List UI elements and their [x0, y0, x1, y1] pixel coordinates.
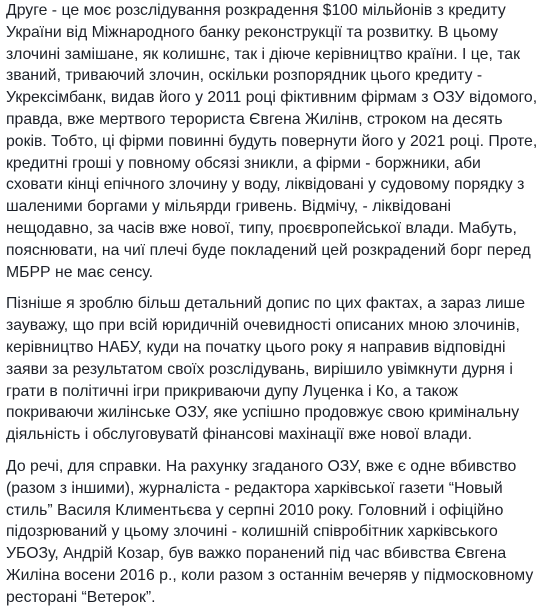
post-paragraph: Пізніше я зроблю більш детальний допис по цих фактах, а зараз лише зауважу, що при всій юридичній очевидності описаних мною злочинів, керівництво НАБУ, куди на початку цього року я направив відповідні заяви за результатом своїх розслідувань, вирішило увімкнути дурня і грати в політичні ігри прикриваючи дупу Луценка і Ко, а також покриваючи жилінське ОЗУ, яке успішно продовжує свою кримінальну діяльність і обслуговуватй фінансові махінації вже нової влади.	[6, 295, 526, 444]
post-paragraph: Друге - це моє розслідування розкрадення $100 мільйонів з кредиту України від Міжнародного банку реконструкції та розвитку. В цьому злочині замішане, як колишнє, так і діюче керівництво країни. І це, так званий, триваючий злочин, оскільки розпорядник цього кредиту - Укрексімбанк, видав його у 2011 році фіктивним фірмам з ОЗУ відомого, правда, вже мертвого терориста Євгена Жилінв, строком на десять років. Тобто, ці фірми повинні будуть повернути його у 2021 році. Проте, кредитні гроші у повному обсязі зникли, а фірми - боржники, аби сховати кінці епічного злочину у воду, ліквідовані у судовому порядку з шаленими боргами у мільярди гривень. Відмічу, - ліквідовані нещодавно, за часів вже нової, типу, проєвропейської влади. Мабуть, пояснювати, на чиї плечі буде покладений цей розкрадений борг перед МБРР не має сенсу.	[6, 2, 538, 281]
post-paragraph: До речі, для справки. На рахунку згаданого ОЗУ, вже є одне вбивство (разом з іншими), журналіста - редактора харківської газети “Новый стиль” Василя Климентьєва у серпні 2010 року. Головний і офіційно підозрюваний у цьому злочині - колишній співробітник харківського УБОЗу, Андрій Козар, був важко поранений під час вбивства Євгена Жиліна восени 2016 р., коли разом з останнім вечеряв у підмосковному ресторані “Ветерок”.	[6, 457, 534, 606]
